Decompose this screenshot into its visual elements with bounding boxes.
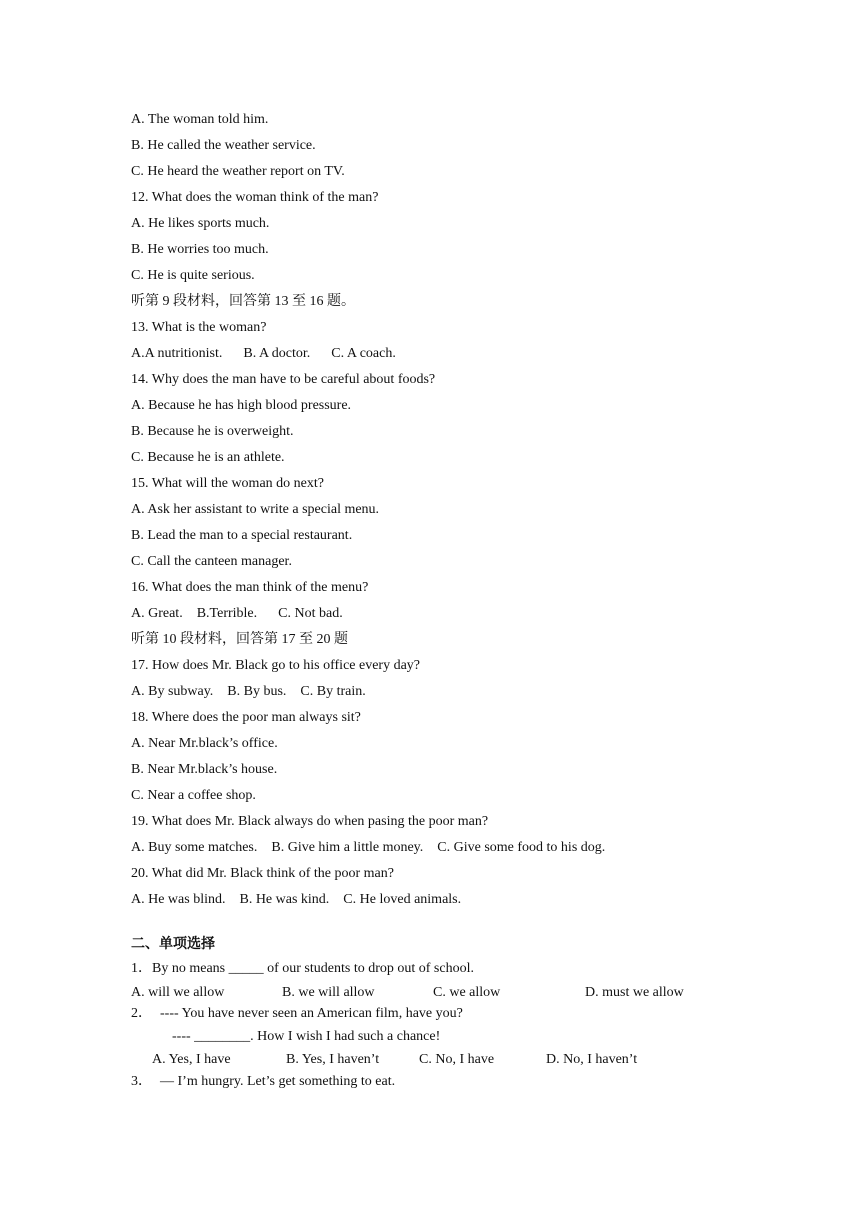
- question-14: 14. Why does the man have to be careful about foods?: [131, 372, 436, 387]
- question-15: 15. What will the woman do next?: [131, 476, 324, 491]
- question-12: 12. What does the woman think of the man?: [131, 190, 379, 205]
- text-line: A. Because he has high blood pressure.: [131, 398, 352, 413]
- option-d: D. must we allow: [585, 985, 684, 1000]
- text-line: A.A nutritionist. B. A doctor. C. A coach.: [131, 346, 396, 361]
- text-line: C. Near a coffee shop.: [131, 788, 256, 803]
- text-line: A. He was blind. B. He was kind. C. He loved animals.: [131, 892, 462, 907]
- text-line: C. Because he is an athlete.: [131, 450, 285, 465]
- section-instruction: 听第 10 段材料，回答第 17 至 20 题: [131, 632, 348, 647]
- section-heading: 二、单项选择: [131, 937, 215, 952]
- section-instruction: 听第 9 段材料，回答第 13 至 16 题。: [131, 294, 355, 309]
- option-a: A. Yes, I have: [152, 1052, 231, 1067]
- question-number: 2．: [131, 1006, 152, 1021]
- option-d: D. No, I haven’t: [546, 1052, 638, 1067]
- option-b: B. Yes, I haven’t: [286, 1052, 380, 1067]
- question-20: 20. What did Mr. Black think of the poor man?: [131, 866, 394, 881]
- text-line: A. He likes sports much.: [131, 216, 270, 231]
- text-line: A. By subway. B. By bus. C. By train.: [131, 684, 366, 699]
- text-line: A. Near Mr.black’s office.: [131, 736, 278, 751]
- question-number: 3．: [131, 1074, 152, 1089]
- text-line: B. Because he is overweight.: [131, 424, 294, 439]
- text-line: A. Buy some matches. B. Give him a little money. C. Give some food to his dog.: [131, 840, 606, 855]
- question-16: 16. What does the man think of the menu?: [131, 580, 369, 595]
- question-18: 18. Where does the poor man always sit?: [131, 710, 361, 725]
- text-line: B. Lead the man to a special restaurant.: [131, 528, 353, 543]
- text-line: C. He heard the weather report on TV.: [131, 164, 345, 179]
- text-line: B. He worries too much.: [131, 242, 269, 257]
- text-line: A. Great. B.Terrible. C. Not bad.: [131, 606, 343, 621]
- question-17: 17. How does Mr. Black go to his office every day?: [131, 658, 421, 673]
- question-13: 13. What is the woman?: [131, 320, 267, 335]
- text-line: A. The woman told him.: [131, 112, 269, 127]
- option-c: C. we allow: [433, 985, 501, 1000]
- option-c: C. No, I have: [419, 1052, 495, 1067]
- text-line: A. Ask her assistant to write a special menu.: [131, 502, 380, 517]
- text-line: C. Call the canteen manager.: [131, 554, 292, 569]
- question-stem: 1．By no means _____ of our students to drop out of school.: [131, 961, 474, 976]
- text-line: B. Near Mr.black’s house.: [131, 762, 278, 777]
- option-a: A. will we allow: [131, 985, 225, 1000]
- question-19: 19. What does Mr. Black always do when pasing the poor man?: [131, 814, 489, 829]
- dialogue-line: — I’m hungry. Let’s get something to eat.: [160, 1074, 396, 1089]
- text-line: B. He called the weather service.: [131, 138, 316, 153]
- option-b: B. we will allow: [282, 985, 375, 1000]
- dialogue-line: ---- ________. How I wish I had such a chance!: [172, 1029, 441, 1044]
- dialogue-line: ---- You have never seen an American film, have you?: [160, 1006, 463, 1021]
- text-line: C. He is quite serious.: [131, 268, 255, 283]
